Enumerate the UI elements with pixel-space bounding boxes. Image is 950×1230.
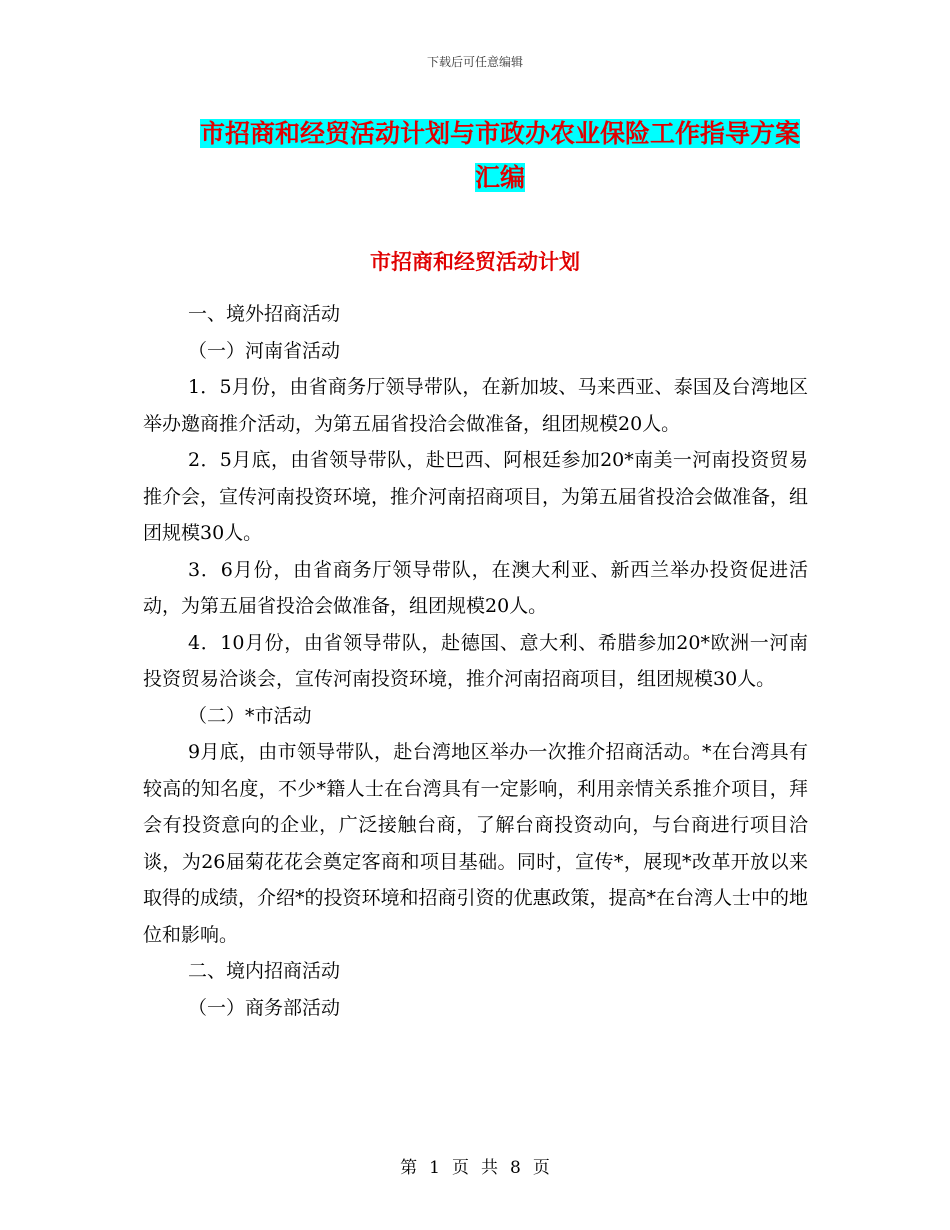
footer-label: 页: [532, 1158, 550, 1178]
subheading-henan: （一）河南省活动: [188, 339, 341, 362]
footer-label: 页: [452, 1158, 469, 1178]
page-number: 1: [429, 1158, 440, 1178]
footer-label: 第: [400, 1158, 418, 1178]
paragraph: 2．5月底，由省领导带队，赴巴西、阿根廷参加20*南美一河南投资贸易推介会，宣传河南投资环境，推介河南招商项目，为第五届省投洽会做准备，组团规模30人。: [143, 449, 809, 544]
heading-domestic: 二、境内招商活动: [188, 960, 341, 982]
header-note: 下载后可任意编辑: [426, 55, 523, 69]
document-title-text: 市招商和经贸活动计划与市政办农业保险工作指导方案汇编: [199, 119, 800, 192]
page-footer: [0, 1153, 950, 1178]
document-title: [190, 112, 810, 200]
heading-overseas: 一、境外招商活动: [188, 303, 341, 325]
paragraph: 4．10月份，由省领导带队，赴德国、意大利、希腊参加20*欧洲一河南投资贸易洽谈会，宣传河南投资环境，推介河南招商项目，组团规模30人。: [143, 631, 808, 690]
document-body: [143, 296, 808, 1026]
section-title: 市招商和经贸活动计划: [370, 250, 580, 274]
subheading-city: （二）*市活动: [188, 704, 312, 727]
paragraph: 1．5月份，由省商务厅领导带队，在新加坡、马来西亚、泰国及台湾地区举办邀商推介活动，为第五届省投洽会做准备，组团规模20人。: [143, 376, 808, 435]
footer-label: 共: [481, 1158, 498, 1178]
total-pages: 8: [510, 1158, 521, 1178]
subheading-mofcom: （一）商务部活动: [188, 996, 341, 1019]
paragraph: 9月底，由市领导带队，赴台湾地区举办一次推介招商活动。*在台湾具有较高的知名度，不少*籍人士在台湾具有一定影响，利用亲情关系推介项目，拜会有投资意向的企业，广泛接触台商，了解台商投资动向，与台商进行项目洽谈，为26届菊花花会奠定客商和项目基础。同时，宣传*，展现*改革开放以来取得的成绩，介绍*的投资环境和招商引资的优惠政策，提高*在台湾人士中的地位和影响。: [143, 741, 809, 946]
paragraph: 3．6月份，由省商务厅领导带队，在澳大利亚、新西兰举办投资促进活动，为第五届省投洽会做准备，组团规模20人。: [143, 558, 808, 617]
